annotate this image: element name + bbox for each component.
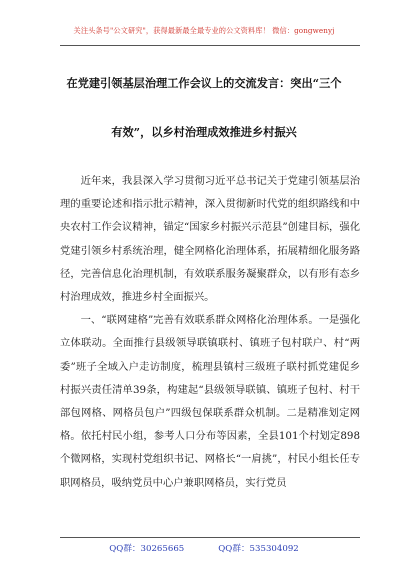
footer-divider [60, 537, 360, 538]
document-title-line-2: 有效”，以乡村治理成效推进乡村振兴 [111, 125, 297, 139]
body-paragraph-2: 一、“联网建格”完善有效联系群众网格化治理体系。一是强化立体联动。全面推行县级领导联镇联村、镇班子包村联户、村“两委”班子全域入户走访制度，梳理县镇村三级班子联村抓党建促乡村振兴责任清单39条，构建起“县级领导联镇、镇班子包村、村干部包网格、网格员包户”四级包保联系群众机制。二是精准划定网格。依托村民小组，参考人口分布等因素，全县101个村划定898个微网格，实现村党组织书记、网格长“一肩挑”，村民小组长任专职网格员，吸纳党员中心户兼职网格员，实行党员 [60, 314, 360, 489]
document-title-line-1: 在党建引领基层治理工作会议上的交流发言：突出“三个 [66, 76, 342, 90]
body-paragraph-1: 近年来，我县深入学习贯彻习近平总书记关于党建引领基层治理的重要论述和指示批示精神，深入贯彻新时代党的组织路线和中央农村工作会议精神，锚定“国家乡村振兴示范县”创建目标，强化党建引领乡村系统治理，健全网格化治理体系，拓展精细化服务路径，完善信息化治理机制，有效联系服务凝聚群众，以有形有态乡村治理成效，推进乡村全面振兴。 [60, 175, 360, 304]
footer-qq-group-2: QQ群：535304092 [218, 544, 299, 554]
header-banner: 关注头条号"公文研究"，获得最新最全最专业的公文资料库！ 微信：gongwenyj [73, 26, 335, 35]
footer-qq-group-1: QQ群：30265665 [109, 544, 185, 554]
document-body [60, 170, 360, 495]
header-divider [60, 45, 360, 46]
footer-contact [0, 542, 408, 554]
